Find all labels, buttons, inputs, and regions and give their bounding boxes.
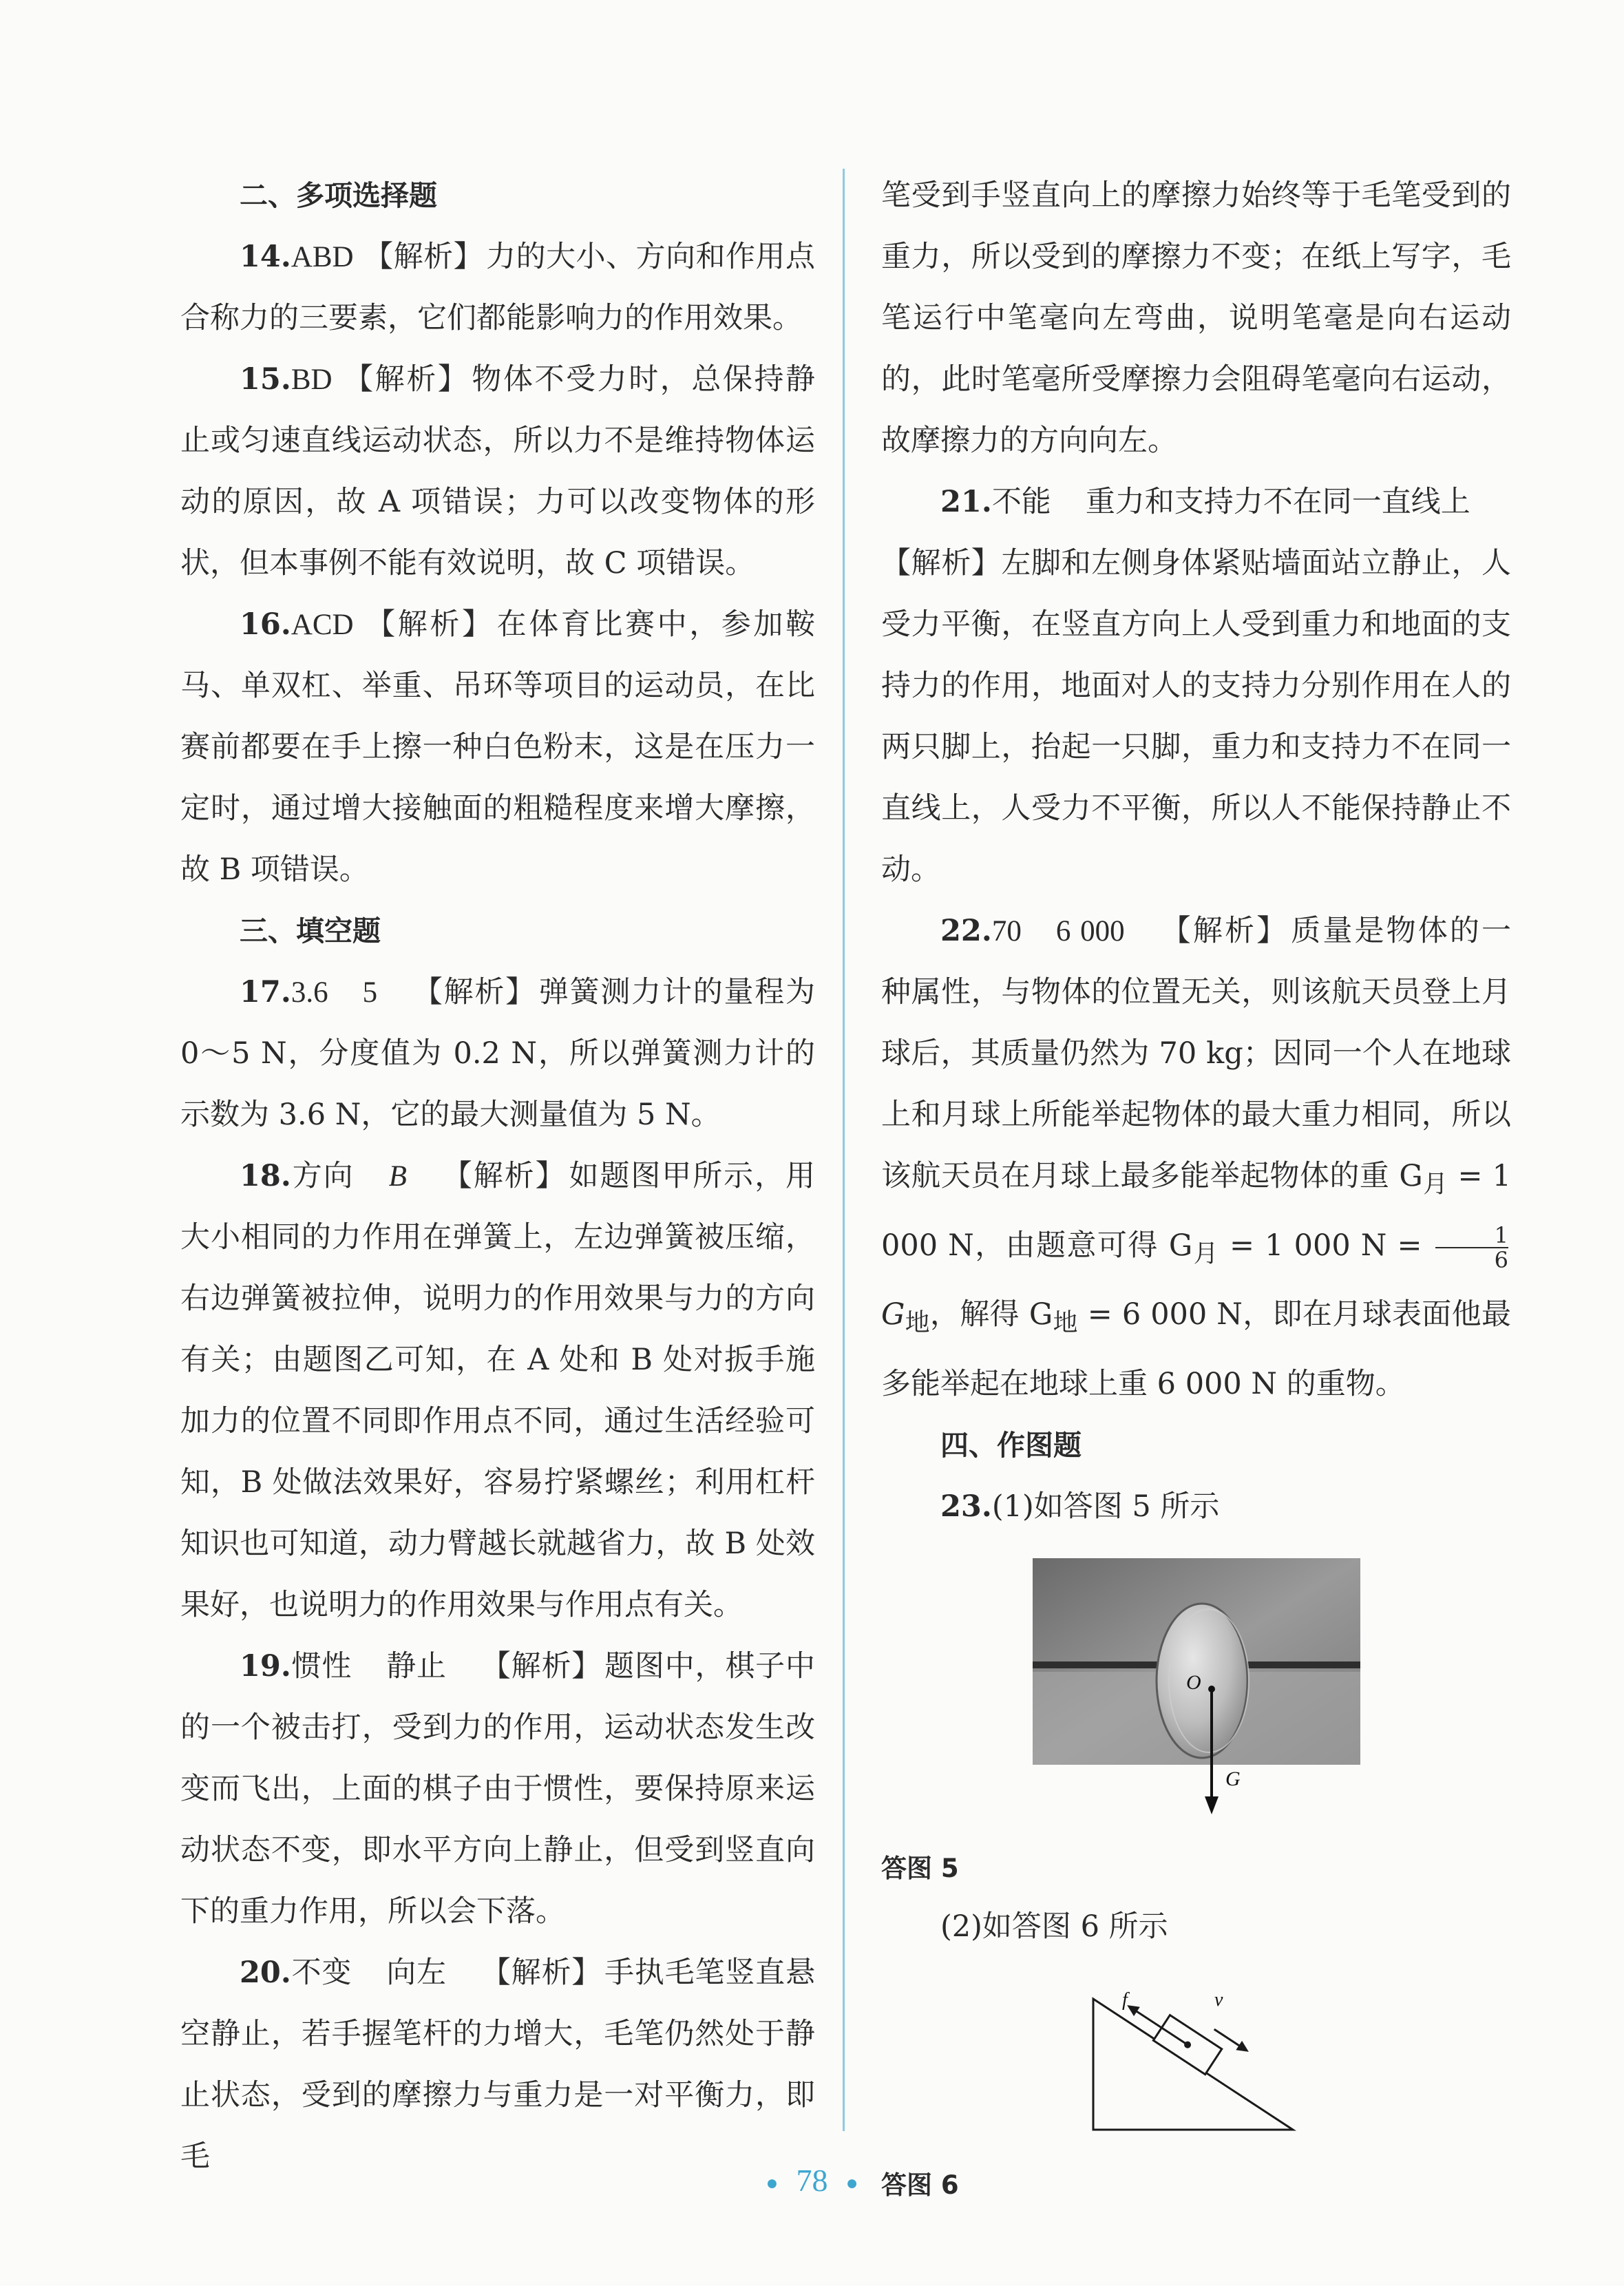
- bullet-icon: ●: [766, 2172, 779, 2195]
- figure-6: [881, 1978, 1511, 2158]
- velocity-arrow-head: [1236, 2041, 1252, 2057]
- question-number: 19.: [240, 1649, 291, 1684]
- analysis-tag: 【解析】: [481, 1649, 602, 1684]
- subscript-earth: 地: [905, 1308, 930, 1337]
- answer-23-part1: [881, 1476, 1511, 1538]
- subscript-earth: 地: [1053, 1308, 1078, 1337]
- answer-15: [180, 349, 815, 594]
- analysis-text: 手执毛笔竖直悬空静止，若手握笔杆的力增大，毛笔仍然处于静止状态，受到的摩擦力与重力是一对平衡力，即毛: [180, 1955, 815, 2174]
- answer-1: 不变: [291, 1957, 352, 1989]
- question-number: 20.: [240, 1955, 291, 1990]
- left-column: [180, 165, 815, 2188]
- answer-1: 70: [991, 915, 1022, 947]
- equation-text: = 1 000 N =: [1219, 1228, 1433, 1263]
- answer-20: [180, 1942, 815, 2188]
- answer-20-continued: 笔受到手竖直向上的摩擦力始终等于毛笔受到的重力，所以受到的摩擦力不变；在纸上写字，毛笔运行中笔毫向左弯曲，说明笔毫是向右运动的，此时笔毫所受摩擦力会阻碍笔毫向右运动，故摩擦力的方向向左。: [881, 178, 1511, 458]
- answer-1: 3.6: [291, 976, 328, 1009]
- block-on-incline: [1119, 1978, 1252, 2088]
- label-g: G: [1225, 1767, 1241, 1790]
- coin: [1157, 1604, 1247, 1758]
- section-heading-multiple-choice: 二、多项选择题: [240, 179, 437, 212]
- answer-1: 不能: [991, 486, 1051, 518]
- page-number: [0, 2162, 1624, 2199]
- answer-23-part2: (2)如答图 6 所示: [940, 1909, 1168, 1944]
- analysis-tag: 【解析】: [412, 975, 536, 1009]
- answer-2: 静止: [386, 1650, 447, 1683]
- answer-2: 5: [362, 976, 378, 1009]
- analysis-text: 左脚和左侧身体紧贴墙面站立静止，人受力平衡，在竖直方向上人受到重力和地面的支持力的作用，地面对人的支持力分别作用在人的两只脚上，抬起一只脚，重力和支持力不在同一直线上，人受力不平衡，所以人不能保持静止不动。: [881, 546, 1512, 887]
- analysis-tag: 【解析】: [363, 240, 484, 274]
- equation-text: = 1 000 N，由题意可得 G: [881, 1159, 1511, 1263]
- label-o: O: [1185, 1670, 1201, 1694]
- subscript-moon: 月: [1422, 1170, 1448, 1199]
- bullet-icon: ●: [845, 2172, 858, 2195]
- answer-22: [881, 901, 1511, 1415]
- answer-1: 惯性: [291, 1650, 352, 1683]
- analysis-text: 力的大小、方向和作用点合称力的三要素，它们都能影响力的作用效果。: [180, 240, 816, 335]
- answer-choice: ACD: [291, 609, 354, 641]
- analysis-tag: 【解析】: [341, 362, 470, 397]
- question-number: 16.: [240, 607, 291, 642]
- question-number: 17.: [240, 975, 291, 1009]
- analysis-text: 题图中，棋子中的一个被击打，受到力的作用，运动状态发生改变而飞出，上面的棋子由于惯性，要保持原来运动状态不变，即水平方向上静止，但受到竖直向下的重力作用，所以会下落。: [180, 1649, 815, 1929]
- analysis-text: = 6 000 N，即在月球表面他最多能举起在地球上重 6 000 N 的重物。: [881, 1297, 1511, 1401]
- section-heading-drawing: 四、作图题: [940, 1428, 1082, 1462]
- question-number: 21.: [940, 485, 992, 519]
- fraction-numerator: 1: [1494, 1221, 1508, 1248]
- answer-2: 重力和支持力不在同一直线上: [1085, 486, 1470, 518]
- answer-choice: ABD: [291, 241, 354, 273]
- question-number: 22.: [940, 914, 992, 948]
- analysis-tag: 【解析】: [1159, 914, 1289, 948]
- label-f: f: [1121, 1989, 1128, 2011]
- analysis-text: 质量是物体的一种属性，与物体的位置无关，则该航天员登上月球后，其质量仍然为 70 kg；因同一个人在地球上和月球上所能举起物体的最大重力相同，所以该航天员在月球上最多能举起物体的重 G: [881, 914, 1512, 1193]
- subscript-moon: 月: [1192, 1239, 1219, 1268]
- analysis-text: 在体育比赛中，参加鞍马、单双杠、举重、吊环等项目的运动员，在比赛前都要在手上擦一种白色粉末，这是在压力一定时，通过增大接触面的粗糙程度来增大摩擦，故 B 项错误。: [180, 607, 816, 887]
- equation-text: ，解得 G: [929, 1297, 1053, 1332]
- analysis-tag: 【解析】: [363, 607, 494, 642]
- gravity-arrow-head: [1205, 1796, 1219, 1814]
- answer-choice: BD: [291, 364, 333, 396]
- coin-photo-diagram: [1031, 1558, 1362, 1820]
- answer-19: [180, 1636, 815, 1942]
- analysis-text: 物体不受力时，总保持静止或匀速直线运动状态，所以力不是维持物体运动的原因，故 A 项错误；力可以改变物体的形状，但本事例不能有效说明，故 C 项错误。: [180, 362, 816, 580]
- answer-2: B: [388, 1160, 407, 1193]
- analysis-text: 如题图甲所示，用大小相同的力作用在弹簧上，左边弹簧被压缩，右边弹簧被拉伸，说明力的作用效果与力的方向有关；由题图乙可知，在 A 处和 B 处对扳手施加力的位置不同即作用点不同，通过生活经验可知，B 处做法效果好，容易拧紧螺丝；利用杠杆知识也可知道，动力臂越长就越省力，故 B 处效果好，也说明力的作用效果与作用点有关。: [180, 1159, 816, 1622]
- velocity-arrow-line: [1214, 2029, 1243, 2048]
- symbol-g: G: [881, 1297, 905, 1332]
- fraction: [1435, 1221, 1508, 1273]
- question-number: 14.: [240, 240, 291, 274]
- figure-6-caption: 答图 6: [881, 2170, 959, 2200]
- figure-5: [881, 1558, 1511, 1841]
- analysis-tag: 【解析】: [441, 1159, 567, 1193]
- answer-16: [180, 594, 815, 901]
- section-heading-fill-blank: 三、填空题: [240, 914, 381, 947]
- analysis-tag: 【解析】: [881, 546, 1002, 580]
- question-number: 23.: [940, 1489, 992, 1524]
- answer-17: [180, 962, 815, 1146]
- answer-2: 向左: [386, 1957, 447, 1989]
- right-column: [881, 165, 1511, 2206]
- answer-21: [881, 472, 1511, 901]
- part-text: (1)如答图 5 所示: [991, 1489, 1220, 1524]
- answer-14: [180, 227, 815, 349]
- analysis-tag: 【解析】: [481, 1955, 602, 1990]
- incline-diagram: [1086, 1978, 1307, 2137]
- answer-18: [180, 1146, 815, 1636]
- answer-2: 6 000: [1055, 915, 1125, 947]
- analysis-text: 弹簧测力计的量程为 0～5 N，分度值为 0.2 N，所以弹簧测力计的示数为 3.6 N，它的最大测量值为 5 N。: [180, 975, 816, 1132]
- page-number-value: 78: [796, 2163, 828, 2198]
- question-number: 18.: [240, 1159, 291, 1193]
- fraction-denominator: 6: [1435, 1247, 1508, 1272]
- question-number: 15.: [240, 362, 291, 397]
- label-v: v: [1214, 1989, 1223, 2011]
- answer-1: 方向: [291, 1160, 355, 1193]
- figure-5-caption: 答图 5: [881, 1853, 959, 1883]
- column-divider: [843, 169, 845, 2131]
